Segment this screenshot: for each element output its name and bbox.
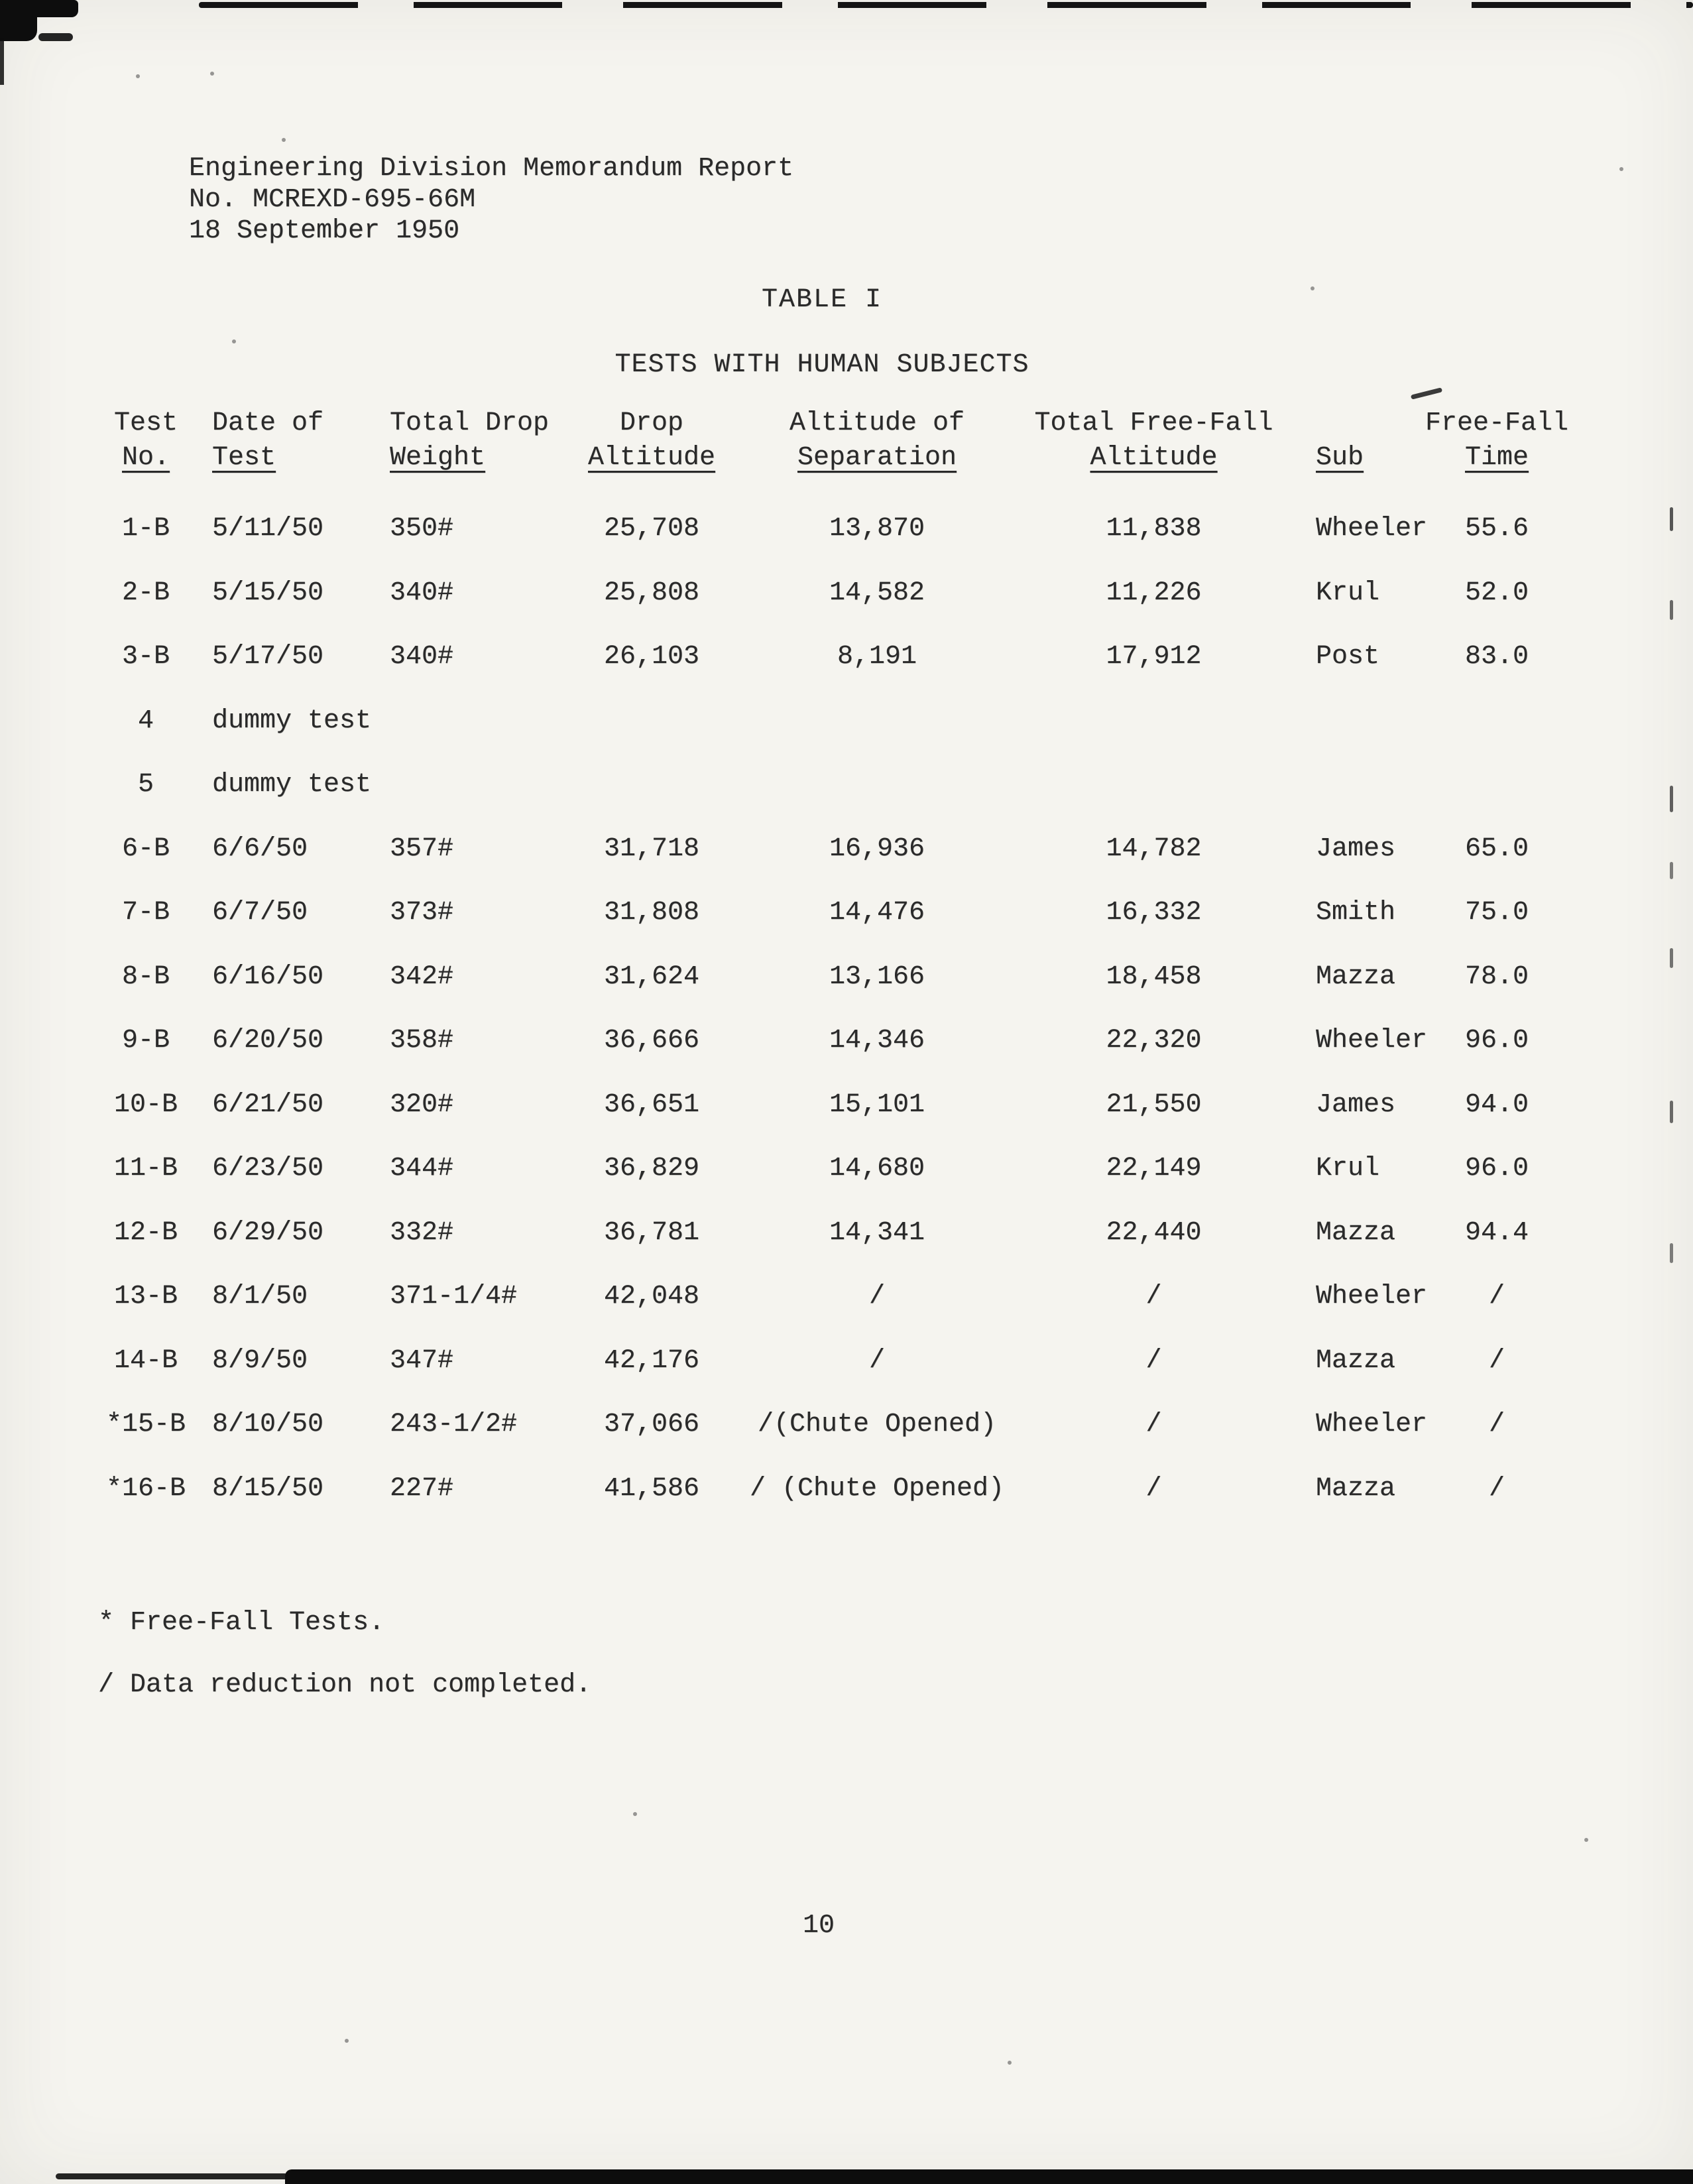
table-row bbox=[0, 706, 1693, 743]
column-header-line2: Separation bbox=[797, 443, 957, 473]
cell-date: 6/16/50 bbox=[212, 962, 324, 992]
column-header-line2: Test bbox=[212, 443, 276, 473]
cell-test_no: 11-B bbox=[113, 1154, 178, 1183]
cell-date: 8/10/50 bbox=[212, 1410, 324, 1439]
cell-sub: Mazza bbox=[1316, 1474, 1396, 1504]
scan-dot bbox=[136, 74, 140, 78]
column-header-line1: Test bbox=[113, 408, 178, 438]
cell-free_fall_altitude: 21,550 bbox=[1106, 1090, 1202, 1120]
table-row bbox=[0, 770, 1693, 807]
footnotes bbox=[98, 1608, 591, 1732]
cell-weight: 332# bbox=[390, 1218, 454, 1248]
cell-time: 52.0 bbox=[1464, 578, 1529, 608]
cell-weight: 320# bbox=[390, 1090, 454, 1120]
cell-date: 6/21/50 bbox=[212, 1090, 324, 1120]
cell-weight: 373# bbox=[390, 898, 454, 928]
cell-separation: /(Chute Opened) bbox=[757, 1410, 997, 1439]
cell-separation: / bbox=[868, 1282, 885, 1311]
table-row bbox=[0, 834, 1693, 871]
scan-artifact-bottom-edge bbox=[285, 2169, 1693, 2184]
cell-test_no: 13-B bbox=[113, 1282, 178, 1311]
cell-date: 5/15/50 bbox=[212, 578, 324, 608]
cell-weight: 358# bbox=[390, 1026, 454, 1056]
cell-separation: 14,680 bbox=[829, 1154, 925, 1183]
cell-weight: 357# bbox=[390, 834, 454, 864]
scan-dot bbox=[1311, 286, 1314, 290]
cell-date: 8/15/50 bbox=[212, 1474, 324, 1504]
cell-sub: Mazza bbox=[1316, 962, 1396, 992]
cell-free_fall_altitude: / bbox=[1145, 1346, 1162, 1376]
scan-dot bbox=[1584, 1838, 1588, 1842]
scan-speck bbox=[1670, 600, 1673, 620]
cell-weight: 350# bbox=[390, 514, 454, 544]
cell-test_no: 8-B bbox=[121, 962, 170, 992]
column-header-line2: Altitude bbox=[1090, 443, 1218, 473]
cell-free_fall_altitude: 18,458 bbox=[1106, 962, 1202, 992]
cell-time: 94.0 bbox=[1464, 1090, 1529, 1120]
cell-date: 6/20/50 bbox=[212, 1026, 324, 1056]
cell-test_no: *16-B bbox=[105, 1474, 186, 1504]
column-header-line1: Drop bbox=[619, 408, 683, 438]
cell-weight: 342# bbox=[390, 962, 454, 992]
cell-time: 55.6 bbox=[1464, 514, 1529, 544]
cell-time: 96.0 bbox=[1464, 1154, 1529, 1183]
cell-sub: Mazza bbox=[1316, 1346, 1396, 1376]
cell-drop_altitude: 37,066 bbox=[603, 1410, 700, 1439]
table-row bbox=[0, 1346, 1693, 1383]
cell-sub: Smith bbox=[1316, 898, 1396, 928]
cell-separation: 15,101 bbox=[829, 1090, 925, 1120]
page-number: 10 bbox=[802, 1911, 835, 1941]
table-subtitle: TESTS WITH HUMAN SUBJECTS bbox=[614, 350, 1029, 380]
cell-weight: 243-1/2# bbox=[390, 1410, 518, 1439]
cell-date: 8/1/50 bbox=[212, 1282, 308, 1311]
cell-separation: 16,936 bbox=[829, 834, 925, 864]
cell-free_fall_altitude: 11,838 bbox=[1106, 514, 1202, 544]
cell-free_fall_altitude: 16,332 bbox=[1106, 898, 1202, 928]
cell-test_no: 1-B bbox=[121, 514, 170, 544]
table-row bbox=[0, 1154, 1693, 1191]
table-row bbox=[0, 1026, 1693, 1063]
cell-weight: 371-1/4# bbox=[390, 1282, 518, 1311]
cell-drop_altitude: 31,808 bbox=[603, 898, 700, 928]
column-header-line2: Altitude bbox=[587, 443, 716, 473]
cell-test_no: 7-B bbox=[121, 898, 170, 928]
cell-free_fall_altitude: 22,320 bbox=[1106, 1026, 1202, 1056]
column-header-line1: Total Free-Fall bbox=[1034, 408, 1273, 438]
column-header-line2: No. bbox=[121, 443, 170, 473]
cell-date: 5/17/50 bbox=[212, 642, 324, 672]
cell-separation: 8,191 bbox=[837, 642, 917, 672]
cell-separation: 14,341 bbox=[829, 1218, 925, 1248]
cell-date: 6/7/50 bbox=[212, 898, 308, 928]
footnote-free-fall: * Free-Fall Tests. bbox=[98, 1608, 385, 1638]
table-row bbox=[0, 1474, 1693, 1511]
cell-date: dummy test bbox=[212, 706, 372, 736]
cell-drop_altitude: 36,651 bbox=[603, 1090, 700, 1120]
scan-artifact-corner bbox=[38, 33, 73, 41]
scan-dot bbox=[345, 2039, 349, 2043]
cell-test_no: 3-B bbox=[121, 642, 170, 672]
table-row bbox=[0, 1218, 1693, 1255]
cell-drop_altitude: 41,586 bbox=[603, 1474, 700, 1504]
cell-sub: James bbox=[1316, 1090, 1396, 1120]
cell-drop_altitude: 26,103 bbox=[603, 642, 700, 672]
cell-free_fall_altitude: / bbox=[1145, 1282, 1162, 1311]
table-title: TABLE I bbox=[761, 285, 883, 315]
cell-free_fall_altitude: / bbox=[1145, 1474, 1162, 1504]
table-row bbox=[0, 962, 1693, 999]
cell-sub: Wheeler bbox=[1316, 1282, 1428, 1311]
cell-test_no: 4 bbox=[137, 706, 154, 736]
footnote-data-reduction: / Data reduction not completed. bbox=[98, 1670, 592, 1700]
scan-artifact-bottom-edge bbox=[56, 2173, 288, 2179]
cell-date: 5/11/50 bbox=[212, 514, 324, 544]
cell-test_no: 6-B bbox=[121, 834, 170, 864]
scan-speck bbox=[1670, 1101, 1673, 1123]
cell-sub: Wheeler bbox=[1316, 514, 1428, 544]
memo-header-line: Engineering Division Memorandum Report bbox=[189, 154, 794, 184]
cell-date: 8/9/50 bbox=[212, 1346, 308, 1376]
cell-drop_altitude: 42,176 bbox=[603, 1346, 700, 1376]
table-row bbox=[0, 1090, 1693, 1127]
cell-free_fall_altitude: 17,912 bbox=[1106, 642, 1202, 672]
cell-sub: Mazza bbox=[1316, 1218, 1396, 1248]
cell-time: 75.0 bbox=[1464, 898, 1529, 928]
cell-sub: James bbox=[1316, 834, 1396, 864]
scan-dot bbox=[210, 72, 214, 76]
table-row bbox=[0, 578, 1693, 615]
scan-artifact-left-edge bbox=[0, 38, 4, 85]
cell-drop_altitude: 42,048 bbox=[603, 1282, 700, 1311]
cell-weight: 344# bbox=[390, 1154, 454, 1183]
cell-time: 83.0 bbox=[1464, 642, 1529, 672]
cell-drop_altitude: 31,624 bbox=[603, 962, 700, 992]
cell-weight: 340# bbox=[390, 578, 454, 608]
scan-artifact-corner bbox=[0, 0, 37, 41]
table-row bbox=[0, 514, 1693, 551]
cell-free_fall_altitude: 14,782 bbox=[1106, 834, 1202, 864]
cell-time: / bbox=[1488, 1282, 1505, 1311]
cell-weight: 227# bbox=[390, 1474, 454, 1504]
cell-time: / bbox=[1488, 1346, 1505, 1376]
scan-dot bbox=[1008, 2061, 1012, 2065]
cell-drop_altitude: 36,781 bbox=[603, 1218, 700, 1248]
table-row bbox=[0, 1282, 1693, 1319]
cell-free_fall_altitude: 22,149 bbox=[1106, 1154, 1202, 1183]
cell-time: / bbox=[1488, 1410, 1505, 1439]
scan-speck bbox=[1670, 507, 1673, 531]
cell-separation: / (Chute Opened) bbox=[749, 1474, 1005, 1504]
cell-free_fall_altitude: 11,226 bbox=[1106, 578, 1202, 608]
cell-date: dummy test bbox=[212, 770, 372, 800]
cell-test_no: *15-B bbox=[105, 1410, 186, 1439]
cell-separation: 13,166 bbox=[829, 962, 925, 992]
column-header-line1: Total Drop bbox=[390, 408, 550, 438]
cell-separation: 14,346 bbox=[829, 1026, 925, 1056]
memo-header-line: 18 September 1950 bbox=[189, 216, 460, 246]
cell-sub: Krul bbox=[1316, 1154, 1380, 1183]
cell-test_no: 9-B bbox=[121, 1026, 170, 1056]
cell-date: 6/23/50 bbox=[212, 1154, 324, 1183]
scan-speck bbox=[1670, 1243, 1673, 1263]
cell-test_no: 14-B bbox=[113, 1346, 178, 1376]
cell-free_fall_altitude: / bbox=[1145, 1410, 1162, 1439]
column-header-line2: Time bbox=[1464, 443, 1529, 473]
column-header-line1: Altitude of bbox=[789, 408, 965, 438]
cell-drop_altitude: 25,708 bbox=[603, 514, 700, 544]
cell-date: 6/6/50 bbox=[212, 834, 308, 864]
scan-dot bbox=[1619, 167, 1623, 171]
cell-time: / bbox=[1488, 1474, 1505, 1504]
cell-separation: 13,870 bbox=[829, 514, 925, 544]
cell-weight: 340# bbox=[390, 642, 454, 672]
cell-separation: 14,582 bbox=[829, 578, 925, 608]
cell-free_fall_altitude: 22,440 bbox=[1106, 1218, 1202, 1248]
cell-sub: Krul bbox=[1316, 578, 1380, 608]
scan-artifact-top-edge bbox=[199, 2, 1693, 8]
cell-test_no: 2-B bbox=[121, 578, 170, 608]
cell-sub: Wheeler bbox=[1316, 1410, 1428, 1439]
table-row bbox=[0, 1410, 1693, 1447]
cell-drop_altitude: 36,829 bbox=[603, 1154, 700, 1183]
column-header-line2: Sub bbox=[1316, 443, 1364, 473]
column-header-line1: Date of bbox=[212, 408, 324, 438]
cell-date: 6/29/50 bbox=[212, 1218, 324, 1248]
column-header-line2: Weight bbox=[390, 443, 486, 473]
cell-sub: Wheeler bbox=[1316, 1026, 1428, 1056]
cell-test_no: 5 bbox=[137, 770, 154, 800]
cell-weight: 347# bbox=[390, 1346, 454, 1376]
cell-time: 96.0 bbox=[1464, 1026, 1529, 1056]
table-row bbox=[0, 898, 1693, 935]
table-row bbox=[0, 642, 1693, 679]
scan-dot bbox=[232, 339, 236, 343]
column-header-line1: Free-Fall bbox=[1425, 408, 1569, 438]
scan-dot bbox=[633, 1812, 637, 1816]
scan-speck bbox=[1670, 786, 1673, 812]
cell-drop_altitude: 25,808 bbox=[603, 578, 700, 608]
cell-time: 94.4 bbox=[1464, 1218, 1529, 1248]
cell-test_no: 10-B bbox=[113, 1090, 178, 1120]
scan-dot bbox=[282, 138, 286, 142]
scan-speck bbox=[1670, 862, 1673, 879]
cell-separation: / bbox=[868, 1346, 885, 1376]
cell-time: 65.0 bbox=[1464, 834, 1529, 864]
cell-sub: Post bbox=[1316, 642, 1380, 672]
cell-separation: 14,476 bbox=[829, 898, 925, 928]
memo-header-line: No. MCREXD-695-66M bbox=[189, 185, 476, 215]
cell-time: 78.0 bbox=[1464, 962, 1529, 992]
scan-speck bbox=[1670, 948, 1673, 968]
cell-drop_altitude: 36,666 bbox=[603, 1026, 700, 1056]
cell-test_no: 12-B bbox=[113, 1218, 178, 1248]
cell-drop_altitude: 31,718 bbox=[603, 834, 700, 864]
